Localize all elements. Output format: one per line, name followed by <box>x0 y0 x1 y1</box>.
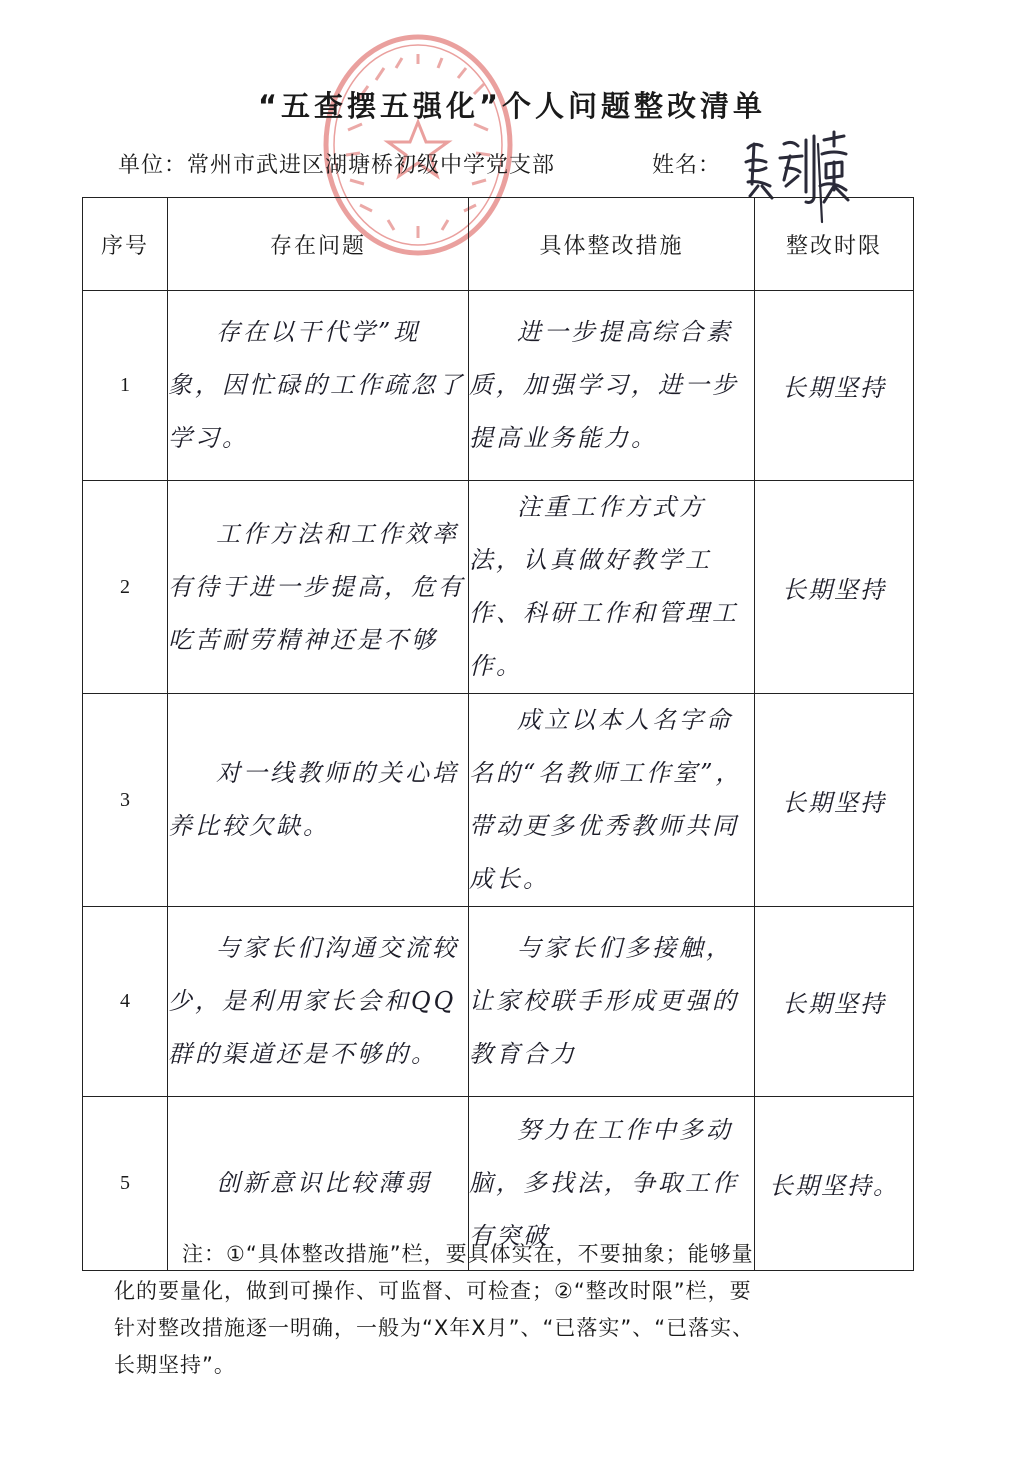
deadline-cell <box>755 907 914 1097</box>
issue-text: 对一线教师的关心培养比较欠缺。 <box>168 759 459 840</box>
footnote <box>114 1236 904 1384</box>
footnote-line: 长期坚持”。 <box>114 1353 236 1377</box>
document-title: “五查摆五强化”个人问题整改清单 <box>257 89 767 123</box>
footnote-line: 针对整改措施逐一明确，一般为“X年X月”、“已落实”、“已落实、 <box>114 1316 755 1340</box>
deadline-text: 长期坚持 <box>782 990 886 1018</box>
issue-text: 创新意识比较薄弱 <box>216 1169 432 1197</box>
measure-text: 进一步提高综合素质，加强学习，进一步提高业务能力。 <box>469 318 739 452</box>
issue-text: 存在以干代学”现象，因忙碌的工作疏忽了学习。 <box>168 318 465 452</box>
header-deadline: 整改时限 <box>755 198 914 291</box>
deadline-text: 长期坚持 <box>782 575 886 604</box>
table-row <box>83 694 914 907</box>
measure-cell <box>469 694 755 907</box>
deadline-cell <box>755 694 914 907</box>
measure-cell <box>469 291 755 481</box>
issue-cell <box>168 481 469 694</box>
footnote-line: 注：①“具体整改措施”栏，要具体实在，不要抽象；能够量 <box>182 1242 754 1266</box>
issue-text: 与家长们沟通交流较少，是利用家长会和QQ群的渠道还是不够的。 <box>168 934 459 1068</box>
name-label: 姓名： <box>652 153 722 178</box>
row-number: 1 <box>83 291 168 481</box>
row-number: 3 <box>83 694 168 907</box>
measure-text: 努力在工作中多动脑，多找法，争取工作有突破 <box>469 1116 739 1250</box>
unit-label: 单位：常州市武进区湖塘桥初级中学党支部 <box>118 153 556 178</box>
issue-cell <box>168 694 469 907</box>
measure-text: 成立以本人名字命名的“名教师工作室”，带动更多优秀教师共同成长。 <box>469 706 743 893</box>
table-row <box>83 481 914 694</box>
header-no: 序号 <box>83 198 168 291</box>
issue-text: 工作方法和工作效率有待于进一步提高，危有吃苦耐劳精神还是不够 <box>168 519 465 654</box>
measure-cell <box>469 481 755 694</box>
deadline-text: 长期坚持。 <box>769 1172 899 1200</box>
measure-text: 注重工作方式方法，认真做好教学工作、科研工作和管理工作。 <box>469 493 739 680</box>
deadline-cell <box>755 481 914 694</box>
row-number: 2 <box>83 481 168 694</box>
deadline-cell <box>755 291 914 481</box>
deadline-text: 长期坚持 <box>782 374 886 402</box>
deadline-text: 长期坚持 <box>782 788 886 817</box>
rectification-table <box>82 197 914 1271</box>
table-row <box>83 907 914 1097</box>
table-row <box>83 291 914 481</box>
row-number: 4 <box>83 907 168 1097</box>
measure-cell <box>469 907 755 1097</box>
issue-cell <box>168 907 469 1097</box>
row-number: 5 <box>83 1097 168 1271</box>
measure-text: 与家长们多接触，让家校联手形成更强的教育合力 <box>469 934 739 1068</box>
header-issue: 存在问题 <box>168 198 469 291</box>
header-measure: 具体整改措施 <box>469 198 755 291</box>
issue-cell <box>168 291 469 481</box>
table-header-row <box>83 198 914 291</box>
footnote-line: 化的要量化，做到可操作、可监督、可检查；②“整改时限”栏，要 <box>114 1279 752 1303</box>
